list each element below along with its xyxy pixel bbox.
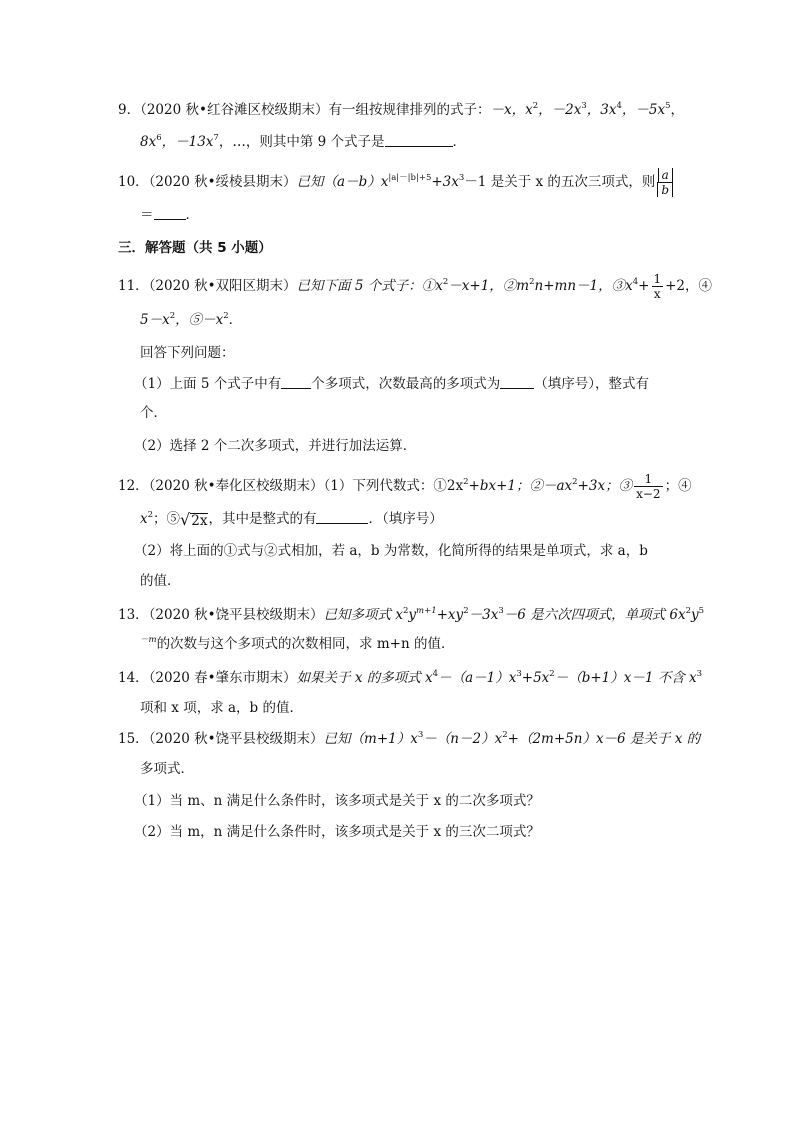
question-number: 14． xyxy=(118,670,149,686)
question-source: （2020 秋•奉化区校级期末） xyxy=(148,478,324,494)
question-10-line-1: 10．（2020 秋•绥棱县期末）已知$(a-b)x^{|a|-|b|+5}+3x^3-1$ 是关于 x 的五次三项式，则 $\frac{a}{b}$ xyxy=(118,168,675,197)
question-source: （2020 秋•饶平县校级期末） xyxy=(148,731,324,747)
fraction: $\frac{1}{x}$ xyxy=(653,272,662,301)
question-source: （2020 春•肇东市期末） xyxy=(148,670,297,686)
answer-blank[interactable] xyxy=(154,207,186,220)
abs-fraction: $\frac{a}{b}$ xyxy=(657,168,673,197)
question-11-part-2: （2）选择 2 个二次多项式，并进行加法运算． xyxy=(134,438,417,454)
question-11-part-1: （1）上面 5 个式子中有 个多项式，次数最高的多项式为 （填序号），整式有 xyxy=(134,376,650,392)
question-12-part-2: （2）将上面的①式与②式相加，若 a，b 为常数，化简所得的结果是单项式，求 a，b xyxy=(134,543,648,559)
question-number: 15． xyxy=(118,731,149,747)
question-11-part-1-cont: 个． xyxy=(140,405,167,421)
question-12-line-1: 12．（2020 秋•奉化区校级期末）（1）下列代数式：$①2x^2+bx+1$；$②-ax^2+3x$；③ $\frac{1}{x-2}$ ；④ xyxy=(118,472,692,501)
question-number: 12． xyxy=(118,478,149,494)
question-9-line-2: $8x^6$，$-13x^7$，…，则其中第 9 个式子是 ． xyxy=(140,133,467,150)
question-11-prompt: 回答下列问题： xyxy=(140,345,235,361)
answer-blank[interactable] xyxy=(500,376,534,389)
answer-blank[interactable] xyxy=(281,376,311,389)
square-root: √ 2x xyxy=(180,510,208,529)
question-number: 10． xyxy=(118,174,149,190)
question-source: （2020 秋•饶平县校级期末） xyxy=(148,607,324,623)
question-12-part-2-cont: 的值． xyxy=(140,573,181,589)
section-heading: 三．解答题（共 5 小题） xyxy=(118,240,272,256)
question-15-part-1: （1）当 m、n 满足什么条件时，该多项式是关于 x 的二次多项式？ xyxy=(134,793,540,809)
question-number: 9． xyxy=(118,102,141,118)
answer-blank[interactable] xyxy=(316,511,368,524)
question-13-line-1: 13．（2020 秋•饶平县校级期末）已知多项式 $x^2y^{m+1}+xy^2-3x^3-6$ 是六次四项式，单项式 $6x^2y^5$ xyxy=(118,606,705,623)
question-11-line-2: $5-x^2$，$⑤-x^2$． xyxy=(140,311,243,328)
question-15-line-1: 15．（2020 秋•饶平县校级期末）已知$(m+1)x^3-(n-2)x^2+(2m+5n)x-6$ 是关于 x 的 xyxy=(118,730,701,747)
question-source: （2020 秋•红谷滩区校级期末） xyxy=(140,102,329,118)
question-15-line-2: 多项式． xyxy=(140,761,194,777)
fraction: $\frac{1}{x-2}$ xyxy=(636,472,661,501)
question-15-part-2: （2）当 m，n 满足什么条件时，该多项式是关于 x 的三次二项式？ xyxy=(134,824,540,840)
answer-blank[interactable] xyxy=(385,134,453,147)
question-13-line-2: $^{-m}$的次数与这个多项式的次数相同，求 m+n 的值． xyxy=(140,635,455,652)
question-number: 11． xyxy=(118,278,149,294)
question-10-line-2: ＝ ． xyxy=(140,207,199,223)
question-9-line-1: 9．（2020 秋•红谷滩区校级期末）有一组按规律排列的式子：－x，$x^2$，$-2x^3$，$3x^4$，$-5x^5$， xyxy=(118,101,684,118)
question-14-line-2: 项和 x 项，求 a，b 的值． xyxy=(140,700,303,716)
question-12-line-2: $x^2$；⑤ √ 2x ，其中是整式的有 ．（填序号） xyxy=(140,510,443,529)
question-source: （2020 秋•绥棱县期末） xyxy=(148,174,297,190)
question-number: 13． xyxy=(118,607,149,623)
question-11-line-1: 11．（2020 秋•双阳区期末）已知下面 5 个式子：$①x^2-x+1$，$②m^2n+mn-1$，$③x^4+$ $\frac{1}{x}$ +2，④ xyxy=(118,272,713,301)
question-14-line-1: 14．（2020 春•肇东市期末）如果关于 x 的多项式 $x^4-(a-1)x^3+5x^2-(b+1)x-1$ 不含 $x^3$ xyxy=(118,669,703,686)
question-source: （2020 秋•双阳区期末） xyxy=(148,278,297,294)
